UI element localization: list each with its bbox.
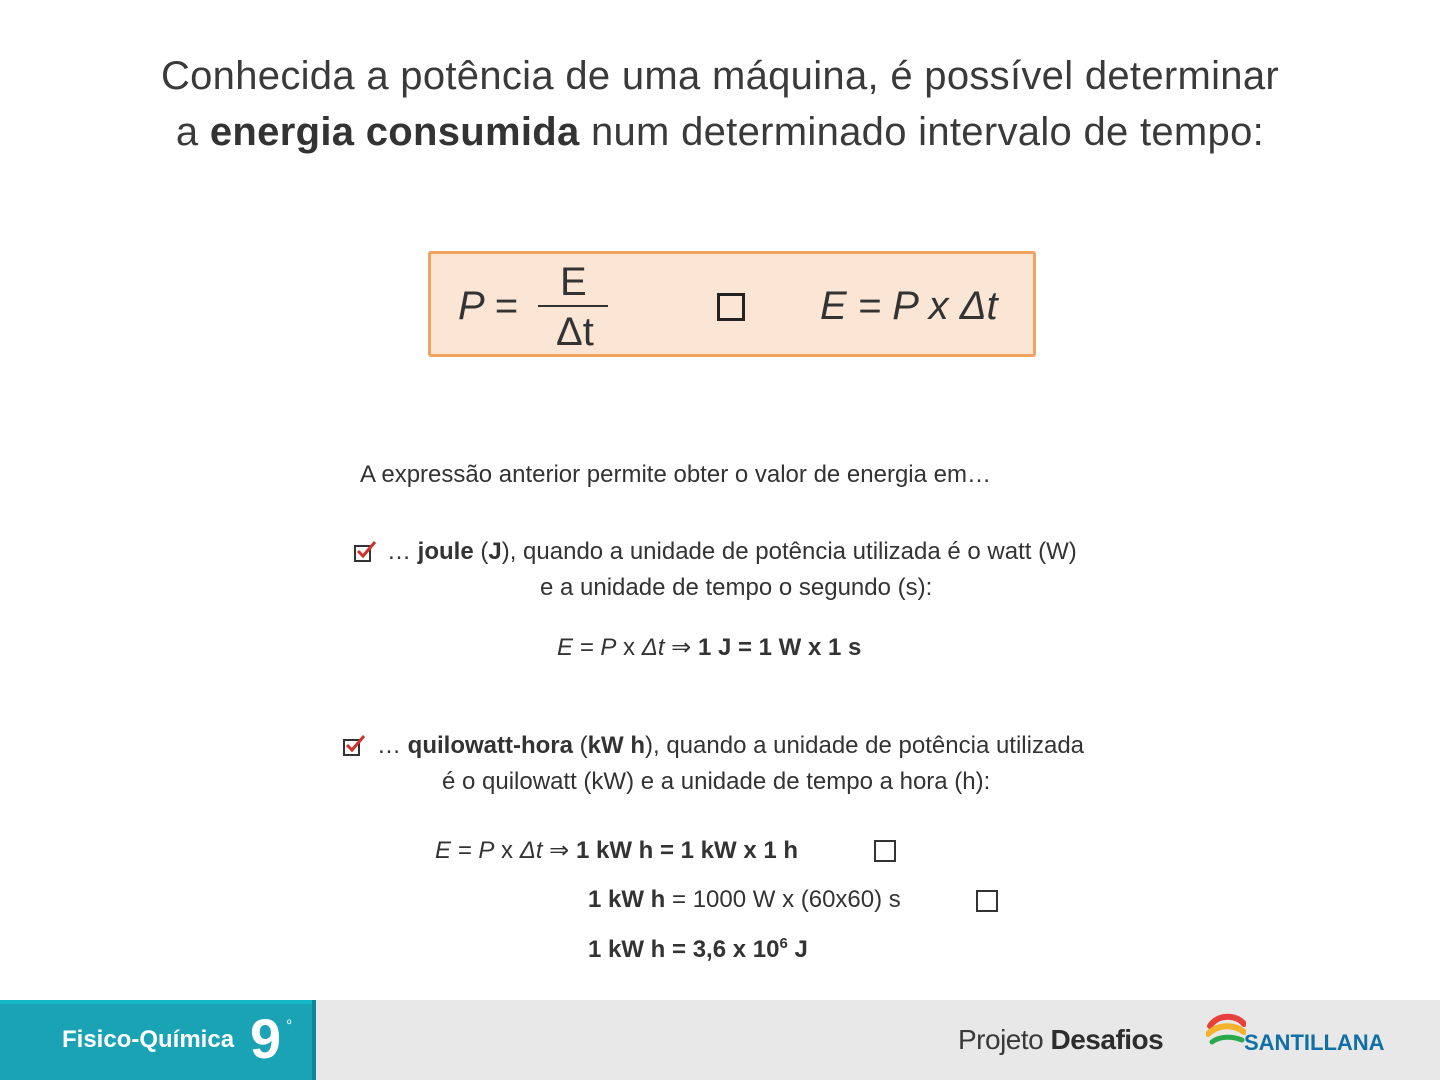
intro-text: A expressão anterior permite obter o valor de energia em…	[360, 461, 991, 488]
item1-unit-name: joule	[417, 538, 474, 565]
project-prefix: Projeto	[958, 1024, 1051, 1055]
item2-eq2-lhs: 1 kW h	[588, 886, 666, 913]
project-name: Desafios	[1050, 1024, 1164, 1055]
item2-equation-2	[588, 886, 901, 914]
item2-eq3-main: 1 kW h = 3,6 x 10	[588, 936, 780, 963]
item2-eq-dt: Δt	[519, 837, 543, 864]
implies-arrow: ⇒	[542, 837, 570, 864]
formula-rhs: E = P x Δt	[820, 284, 998, 328]
formula-denominator: Δt	[556, 310, 594, 354]
item2-eq-result: 1 kW h = 1 kW x 1 h	[575, 837, 799, 864]
empty-square-icon	[976, 890, 998, 912]
empty-square-icon	[874, 840, 896, 862]
item2-equation-3	[588, 935, 808, 964]
item2-eq2-rhs: = 1000 W x (60x60) s	[665, 886, 901, 913]
brand-name: SANTILLANA	[1244, 1030, 1385, 1055]
exponent: 6	[779, 935, 788, 952]
item1-paren: (	[473, 538, 489, 565]
item2-eq-lhs: E = P	[435, 837, 495, 864]
item2-eq-times: x	[494, 837, 520, 864]
santillana-logo-icon	[1206, 1012, 1246, 1052]
checkbox-checked-icon	[354, 545, 371, 562]
item2-line2: é o quilowatt (kW) e a unidade de tempo a hora (h):	[442, 768, 991, 795]
item1-eq-dt: Δt	[641, 634, 665, 661]
subject-label: Fisico-Química	[62, 1026, 235, 1053]
grade-suffix: º	[287, 1017, 292, 1031]
title-line-1: Conhecida a potência de uma máquina, é possível determinar	[160, 54, 1280, 98]
item2-prefix: …	[377, 732, 408, 759]
item1-equation	[557, 633, 861, 662]
item1-eq-times: x	[616, 634, 642, 661]
checkbox-checked-icon	[343, 739, 360, 756]
item2-unit-symbol: kW h	[587, 732, 645, 759]
item2-rest: ), quando a unidade de potência utilizada	[645, 732, 1085, 759]
item2-paren: (	[573, 732, 588, 759]
item1-eq-lhs: E = P	[557, 634, 617, 661]
project-logo	[958, 1024, 1163, 1056]
grade-number: 9	[250, 1007, 282, 1070]
item1-rest: ), quando a unidade de potência utilizada é o watt (W)	[501, 538, 1077, 565]
formula-numerator: E	[560, 260, 587, 304]
fraction-bar	[538, 305, 608, 307]
item2-eq3-unit: J	[787, 936, 808, 963]
title-emphasis: energia consumida	[209, 110, 580, 154]
title-line-2-pre: a	[175, 110, 210, 154]
empty-square-icon	[717, 293, 745, 321]
title-line-2-post: num determinado intervalo de tempo:	[579, 110, 1265, 154]
item2-equation-1	[435, 836, 798, 865]
item1-line1	[387, 538, 1077, 566]
formula-lhs: P =	[458, 284, 518, 328]
title-line-2	[0, 104, 1440, 160]
item2-line1	[377, 732, 1084, 760]
item1-eq-result: 1 J = 1 W x 1 s	[697, 634, 862, 661]
item1-prefix: …	[387, 538, 418, 565]
implies-arrow: ⇒	[664, 634, 692, 661]
item1-unit-symbol: J	[488, 538, 502, 565]
slide-title	[0, 48, 1440, 160]
item2-unit-name: quilowatt-hora	[407, 732, 573, 759]
item1-line2: e a unidade de tempo o segundo (s):	[540, 574, 933, 601]
